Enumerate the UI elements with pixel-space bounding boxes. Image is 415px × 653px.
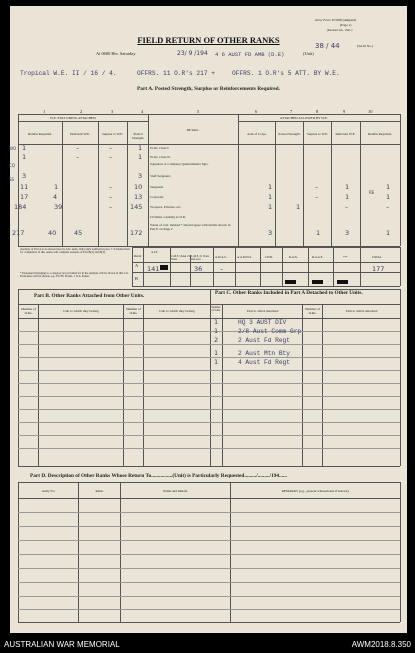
head-deficient-r: Deficient W.E.	[335, 132, 356, 136]
b-head-unit-2: Unit to which they belong	[159, 309, 195, 313]
b-head-num-2: Number of O.Rs.	[126, 307, 141, 315]
cell: 184	[14, 203, 27, 211]
head-deficient: Deficient W.E.	[69, 132, 91, 136]
c-row-num: 1	[214, 327, 219, 335]
redaction-2	[285, 280, 296, 284]
an-row-a: A	[135, 263, 139, 268]
cell: –	[109, 193, 113, 201]
row-detail: Civilians counting as O.R.	[150, 215, 186, 219]
redaction-4	[337, 280, 348, 284]
an-head-awas: A.W.A.S.	[215, 255, 227, 259]
c-row-num: 1	[214, 349, 219, 357]
b-head-unit: Unit to which they belong	[63, 309, 99, 313]
row-detail: W.Os. Class I.	[150, 146, 170, 150]
col-num-5: 5	[197, 109, 200, 114]
an-head-total: TOTAL	[372, 255, 382, 259]
cell: 1	[345, 183, 350, 191]
d-head-remarks: REMARKS (e.g., present whereabouts if known).	[281, 489, 350, 493]
row-detail: Squadron or Company Quartermaster Sgts.	[150, 162, 209, 166]
unit-label: (Unit)	[303, 51, 314, 56]
cell: 17	[20, 193, 29, 201]
cell: 3	[22, 172, 27, 180]
an-head-cmf-u21: C.M.F. Under 21 Years	[171, 255, 190, 261]
an-head-ran: R.A.N.	[289, 255, 298, 259]
offrs-line: OFFRS. 11 O.R's 217 +	[137, 70, 215, 77]
head-reinfts-r: Reinfts Required.	[368, 132, 392, 136]
date-handwritten: 23/ 9 /194	[177, 50, 208, 57]
cell: 1	[268, 193, 273, 201]
cell: –	[109, 144, 113, 152]
c-head-num: Number of O.Rs.	[211, 306, 221, 313]
head-reinfts: Reinfts Required.	[28, 132, 52, 136]
an-cmf2-value: –	[220, 265, 224, 273]
cell: –	[386, 203, 390, 211]
analysis-note2: * Personnel belonging to a category not provided for in the analysis will be shown in this Col. Particulars will be shown, e.g. 2S CH. Proms. 1 N.Z. Pattee.	[20, 271, 129, 279]
an-head-raaf: R.A.A.F.	[312, 255, 323, 259]
cell: 217	[12, 229, 25, 237]
c-head-unit-2: Unit to which detached	[345, 309, 378, 313]
at-line: At 0600 Hrs. Saturday	[96, 51, 136, 56]
footer-accession: AWM2018.8.350	[351, 640, 411, 649]
an-head-civil: CIVIL	[265, 255, 273, 259]
cell: 1	[138, 153, 143, 161]
c-row-unit: 4 Aust Fd Regt	[238, 359, 290, 366]
head-detail: DETAIL.	[186, 128, 200, 132]
cell: 4	[53, 193, 58, 201]
form-revision: (Revised Jan., 1941.)	[327, 28, 353, 32]
head-posted-r: Posted Strength.	[278, 132, 301, 136]
we-line: Tropical W.E. II / 16 / 4.	[20, 70, 117, 77]
redaction-1	[160, 265, 168, 270]
row-detail: W.Os. Class II.	[150, 155, 171, 159]
col-num-4: 4	[141, 109, 144, 114]
c-row-num: 2	[214, 336, 219, 344]
col-num-6: 6	[255, 109, 258, 114]
an-cmf-value: 36	[194, 265, 203, 273]
an-head-detail: Detail	[134, 254, 142, 258]
cell: –	[109, 153, 113, 161]
form-number: Army Form W.3008 (Adapted)	[315, 18, 357, 22]
cell: 1	[54, 183, 59, 191]
att-line: OFFRS. 1 O.R's 5 ATT. BY W.E.	[232, 70, 340, 77]
cell: 1	[296, 203, 301, 211]
col-num-2: 2	[80, 109, 83, 114]
col-num-3: 3	[111, 109, 114, 114]
cell: 3	[345, 229, 350, 237]
cell: 172	[130, 229, 143, 237]
head-posted: Posted Strength.	[131, 132, 145, 140]
margin-note-4: RE	[369, 190, 375, 195]
an-head-cmf-21: C.M.F. 21 Years and over	[191, 255, 210, 261]
row-detail: Corporals	[150, 195, 164, 199]
cell: 1	[316, 229, 321, 237]
c-head-num-2: Number of O.Rs.	[305, 307, 320, 315]
cell: 1	[268, 203, 273, 211]
cell: 13	[134, 193, 143, 201]
c-row-num: 1	[214, 318, 219, 326]
an-head-aif: A.I.F.	[151, 250, 158, 254]
head-surplus-r: Surplus to W.E.	[306, 132, 329, 136]
cell: 1	[22, 153, 27, 161]
margin-note-1: WO	[9, 146, 17, 151]
part-d-title: Part D. Description of Other Ranks Whose Return To................(Unit) is Particularly Requested........./........./194......	[30, 473, 287, 479]
footer-institution: AUSTRALIAN WAR MEMORIAL	[4, 640, 120, 649]
group-head-excl: W.E. EXCLUDING ATTACHED.	[50, 116, 97, 120]
head-surplus: Surplus to W.E.	[101, 132, 124, 136]
cell: –	[76, 144, 80, 152]
cell: –	[315, 183, 319, 191]
cell: 39	[54, 203, 63, 211]
cell: –	[76, 153, 80, 161]
cell: 145	[130, 203, 143, 211]
col-num-7: 7	[290, 109, 293, 114]
cell: –	[109, 183, 113, 191]
cell: 1	[138, 144, 143, 152]
cell: –	[109, 203, 113, 211]
redaction-3	[312, 280, 323, 284]
cell: 40	[48, 229, 57, 237]
margin-note-2: CQ	[9, 163, 15, 168]
col-num-8: 8	[316, 109, 319, 114]
page-title: FIELD RETURN OF OTHER RANKS	[137, 35, 280, 45]
group-head-att: ATTACHED ALLOWED BY W.E.	[280, 116, 328, 120]
c-head-unit: Unit to which detached	[246, 309, 279, 313]
c-row-unit: 2 Aust Mtn Bty	[238, 350, 290, 357]
an-head-aamws: A.A.M.W.S.	[237, 255, 252, 259]
d-head-army-no: Army No.	[41, 489, 56, 493]
an-head-other: ***	[343, 255, 348, 259]
cell: 3	[138, 172, 143, 180]
cell: 1	[345, 193, 350, 201]
form-page: (Page 1)	[340, 23, 352, 27]
part-c-title: Part C. Other Ranks Included in Part A Detached to Other Units.	[215, 290, 363, 296]
cell: 1	[22, 144, 27, 152]
part-a-title: Part A. Posted Strength, Surplus or Reinforcements Required.	[136, 86, 281, 92]
col-num-9: 9	[343, 109, 346, 114]
cell: 1	[386, 193, 391, 201]
d-head-rank: Rank.	[95, 489, 104, 493]
col-num-10: 10	[368, 109, 373, 114]
row-detail: Troopers, Privates, etc.	[150, 205, 182, 209]
c-row-unit: HQ 3 AUST DIV	[238, 319, 287, 326]
cell: 1	[386, 183, 391, 191]
margin-note-3: SS	[9, 177, 15, 182]
an-total-value: 177	[372, 265, 385, 273]
cell: 11	[20, 183, 29, 191]
an-row-b: B	[135, 276, 138, 281]
part-b-title: Part B. Other Ranks Attached from Other Units.	[34, 293, 145, 299]
footer-bar	[0, 636, 415, 653]
b-head-num: Number of O.Rs.	[21, 307, 36, 315]
cell: 10	[134, 183, 143, 191]
d-head-name: Name and Initials.	[163, 489, 188, 493]
form-sheet	[10, 6, 407, 633]
c-row-unit: 2 Aust Fd Regt	[238, 337, 290, 344]
unit-typed: 4 6 AUST FD AMB (D.E)	[215, 51, 285, 58]
cell: 3	[268, 229, 273, 237]
analysis-note: Analysis of Part A to be shown here by ALL units. Only units notified in para. 7 of Instructions for completion of this return will complete analysis of Part B(2) and B(3).	[20, 247, 130, 255]
cell: –	[345, 203, 349, 211]
serial-number: 38 / 44	[315, 42, 340, 50]
col-num-1: 1	[43, 109, 46, 114]
cell: 1	[386, 229, 391, 237]
cell: 1	[268, 183, 273, 191]
row-detail: Sergeants	[150, 185, 164, 189]
c-row-num: 1	[214, 358, 219, 366]
row-detail: Staff Sergeants	[150, 174, 171, 178]
c-row-unit: 2/8 Aust Comm Grp	[238, 328, 302, 335]
serial-label: (Serial No.)	[357, 44, 374, 48]
row-detail: Totals of cols. marked * should agree with details shown in Part E on Page 2	[150, 223, 231, 231]
cell: –	[315, 193, 319, 201]
cell: 45	[74, 229, 83, 237]
an-aif-value: 141	[147, 265, 160, 273]
head-arm: Arm of Corps.	[247, 132, 267, 136]
